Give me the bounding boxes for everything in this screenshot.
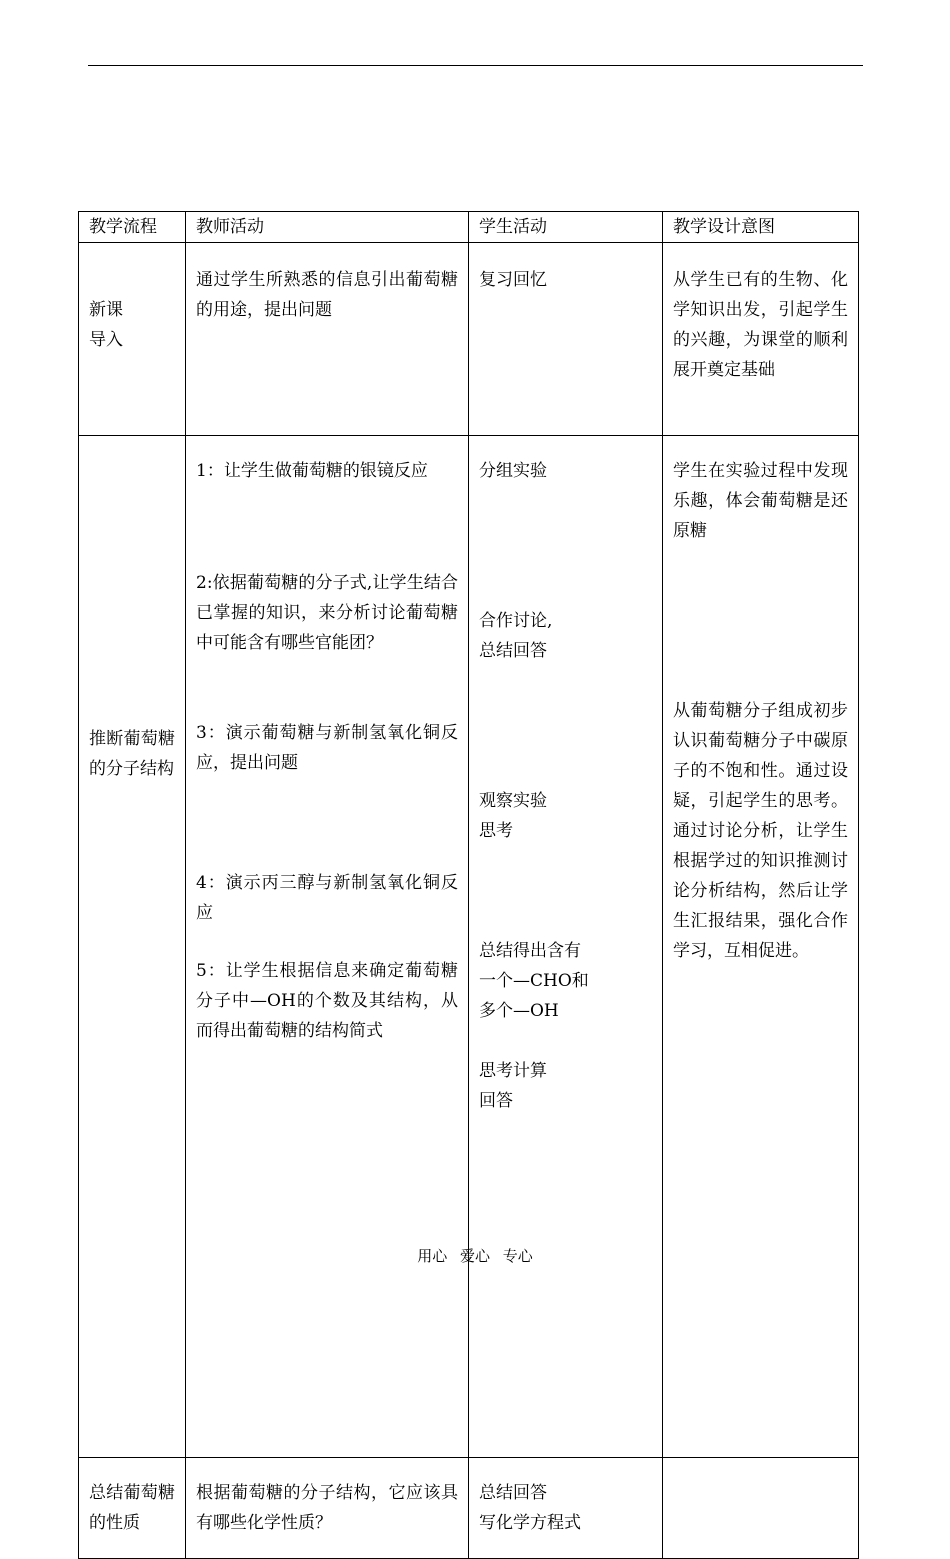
- student-activity-5a: 思考计算: [479, 1061, 547, 1081]
- student-summary-1: 总结回答: [479, 1483, 547, 1503]
- student-activity-3b: 思考: [479, 821, 513, 841]
- table-row: [79, 1458, 859, 1559]
- phase-cell: 推断葡萄糖的分子结构: [79, 436, 186, 1458]
- intent-2: 从葡萄糖分子组成初步认识葡萄糖分子中碳原子的不饱和性。通过设疑，引起学生的思考。通过讨论分析，让学生根据学过的知识推测讨论分析结构，然后让学生汇报结果，强化合作学习，互相促进。: [673, 701, 848, 961]
- student-activity-1: 分组实验: [479, 461, 547, 481]
- student-activity-4a: 总结得出含有: [479, 941, 581, 961]
- teacher-cell: 根据葡萄糖的分子结构，它应该具有哪些化学性质？: [186, 1458, 469, 1559]
- teacher-step-1: 1：让学生做葡萄糖的银镜反应: [196, 461, 428, 481]
- page-footer: 用心 爱心 专心: [417, 1247, 533, 1265]
- student-activity-5b: 回答: [479, 1091, 513, 1111]
- intent-cell: [663, 1458, 859, 1559]
- student-cell: [469, 436, 663, 1458]
- header-rule: [88, 65, 863, 66]
- phase-cell: [79, 243, 186, 436]
- student-cell: [469, 1458, 663, 1559]
- intent-cell: [663, 436, 859, 1458]
- intent-cell: 从学生已有的生物、化学知识出发，引起学生的兴趣，为课堂的顺利展开奠定基础: [663, 243, 859, 436]
- header-teacher: 教师活动: [186, 212, 469, 243]
- teacher-step-2: 2:依据葡萄糖的分子式,让学生结合已掌握的知识，来分析讨论葡萄糖中可能含有哪些官能团？: [196, 573, 458, 653]
- student-activity-2b: 总结回答: [479, 641, 547, 661]
- table-row: [79, 243, 859, 436]
- student-activity-4c: 多个—OH: [479, 1001, 559, 1021]
- teacher-cell: [186, 436, 469, 1458]
- phase-intro-line1: 新课: [89, 300, 123, 320]
- student-activity-2a: 合作讨论,: [479, 611, 553, 631]
- intent-1: 学生在实验过程中发现乐趣，体会葡萄糖是还原糖: [673, 461, 848, 541]
- header-student: 学生活动: [469, 212, 663, 243]
- teacher-cell: 通过学生所熟悉的信息引出葡萄糖的用途，提出问题: [186, 243, 469, 436]
- teacher-step-3: 3：演示葡萄糖与新制氢氧化铜反应，提出问题: [196, 723, 458, 773]
- header-intent: 教学设计意图: [663, 212, 859, 243]
- student-summary-2: 写化学方程式: [479, 1513, 581, 1533]
- teacher-step-5: 5：让学生根据信息来确定葡萄糖分子中—OH的个数及其结构，从而得出葡萄糖的结构简式: [196, 961, 458, 1041]
- phase-intro-line2: 导入: [89, 330, 123, 350]
- table-row: [79, 436, 859, 1458]
- phase-cell: 总结葡萄糖的性质: [79, 1458, 186, 1559]
- student-activity-4b: 一个—CHO和: [479, 971, 589, 991]
- student-activity-3a: 观察实验: [479, 791, 547, 811]
- teacher-step-4: 4：演示丙三醇与新制氢氧化铜反应: [196, 873, 458, 923]
- header-flow: 教学流程: [79, 212, 186, 243]
- table-header-row: [79, 212, 859, 243]
- lesson-plan-table: [78, 211, 859, 1559]
- student-cell: 复习回忆: [469, 243, 663, 436]
